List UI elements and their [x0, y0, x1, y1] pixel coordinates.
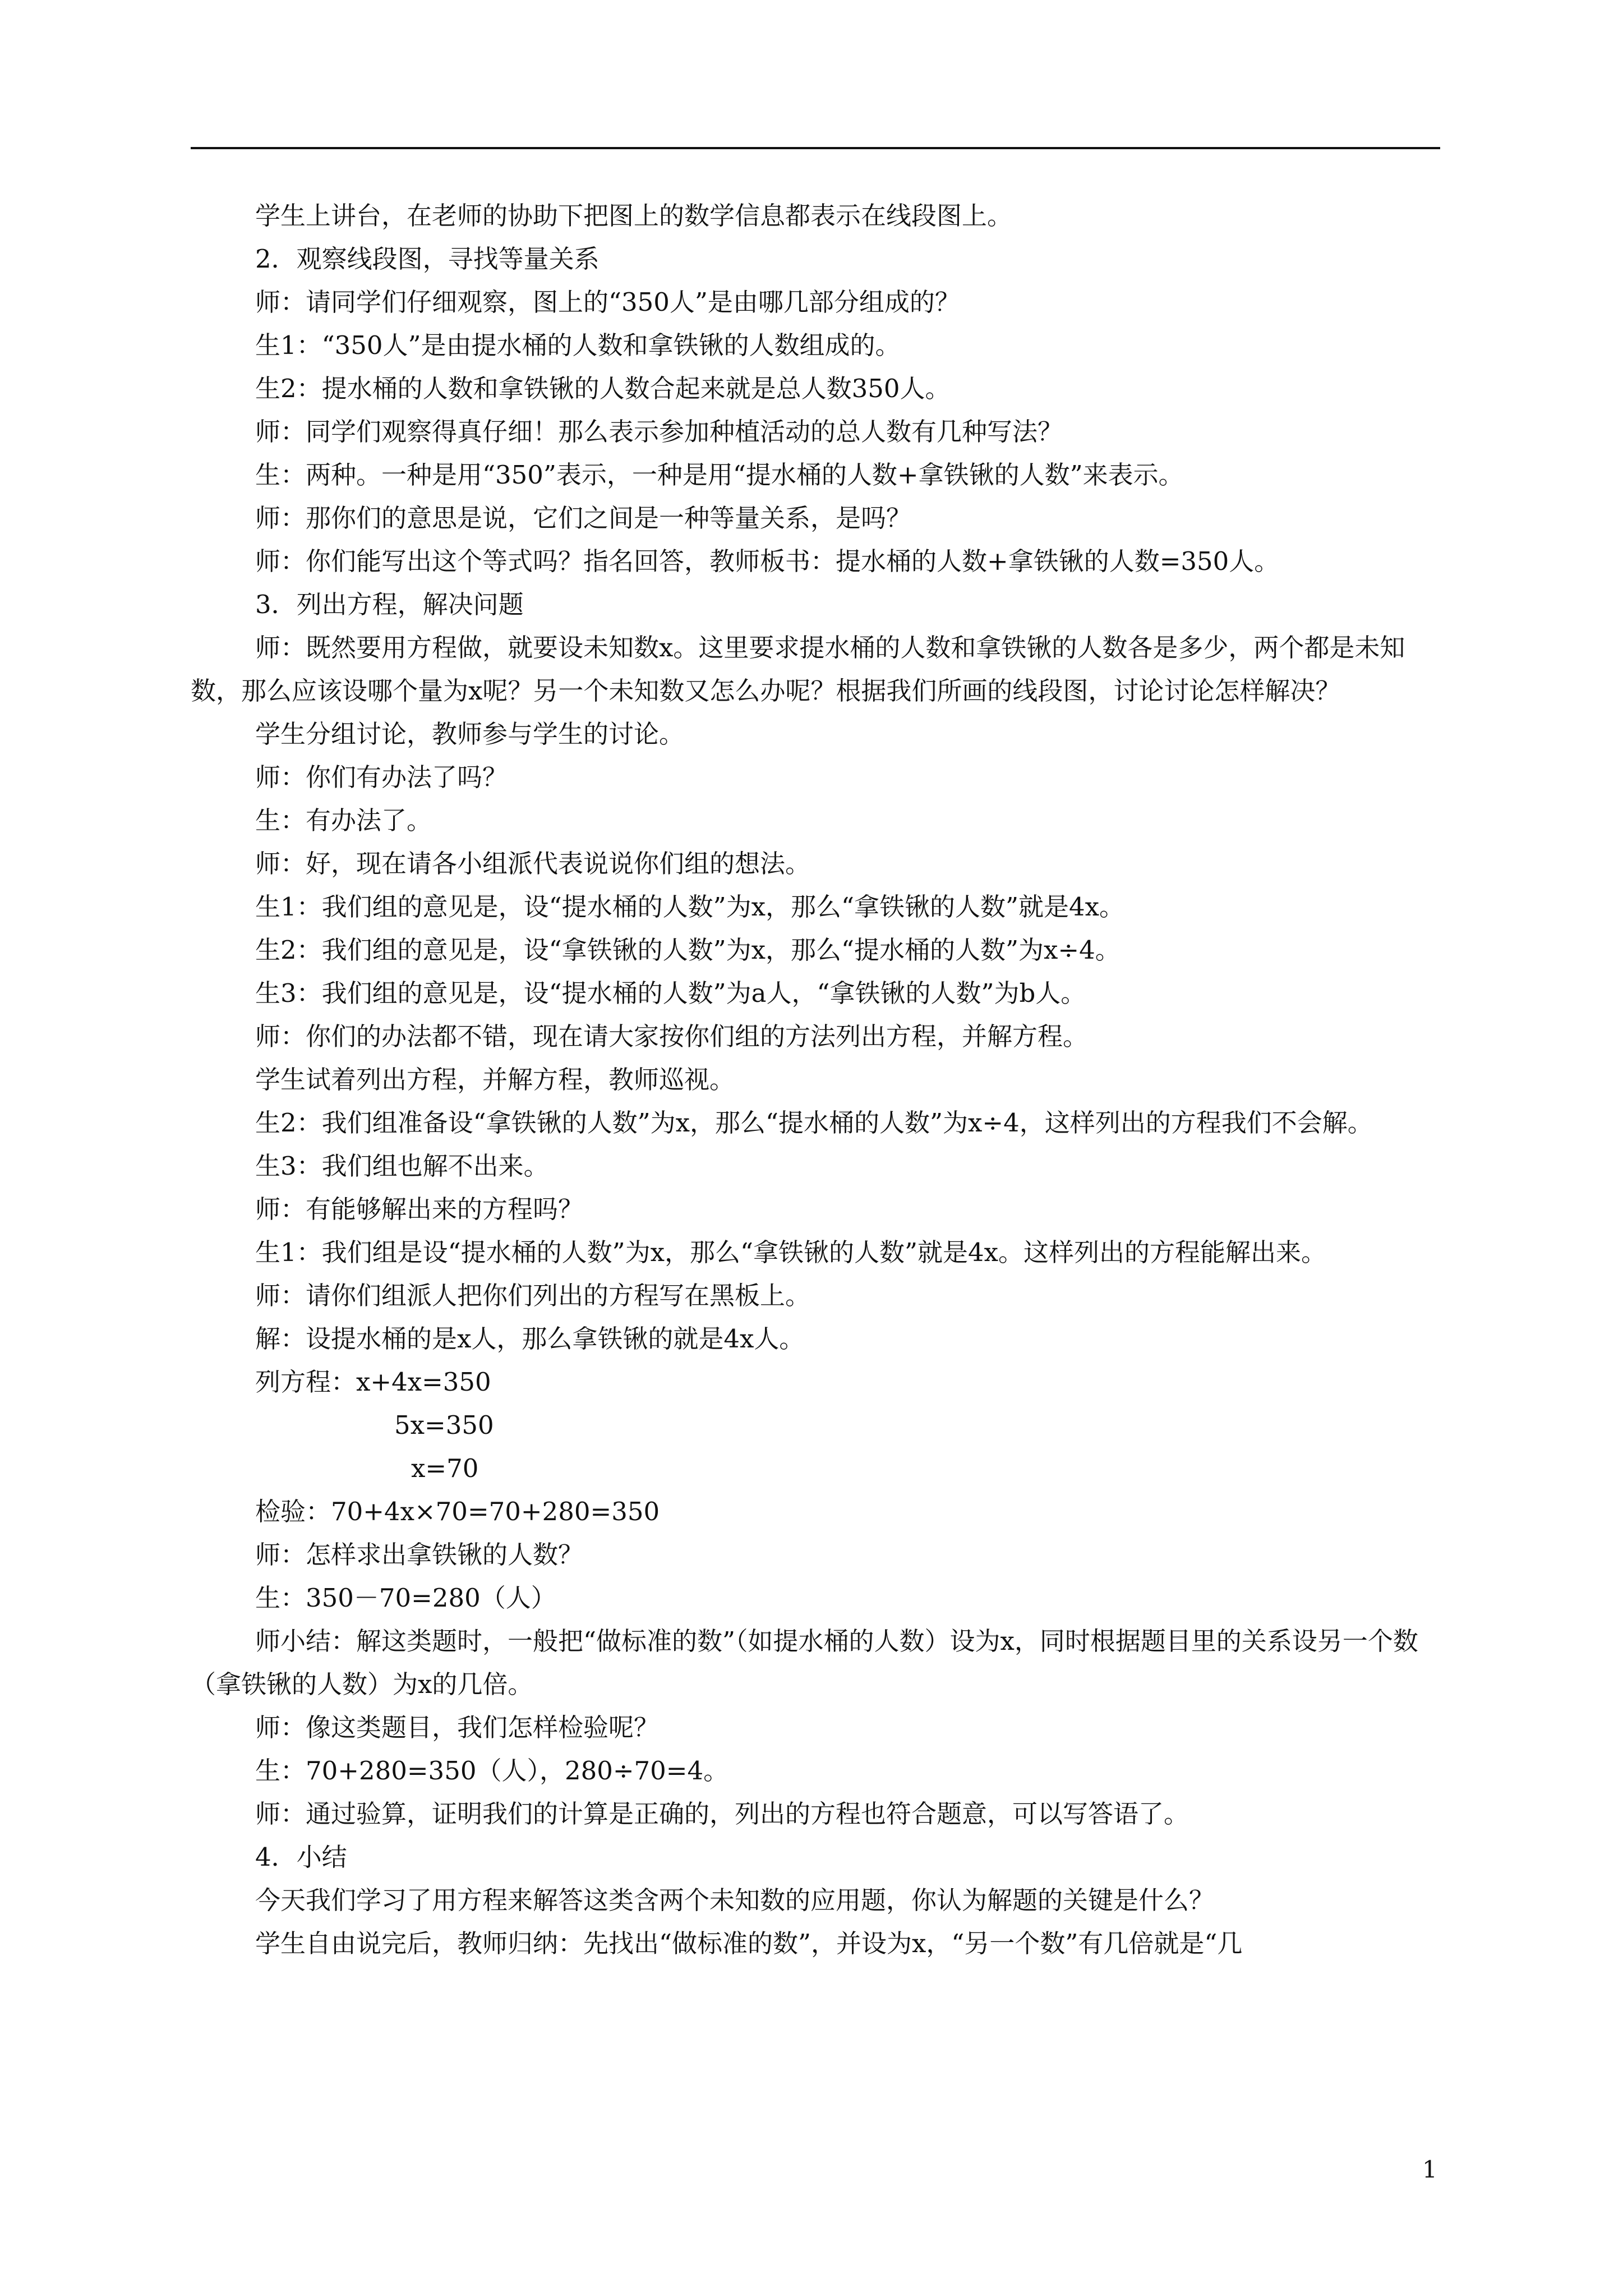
paragraph: 生2：提水桶的人数和拿铁锹的人数合起来就是总人数350人。 [255, 374, 951, 403]
paragraph: 师：怎样求出拿铁锹的人数？ [255, 1540, 584, 1570]
equation-line: 列方程：x+4x=350 [255, 1367, 491, 1397]
paragraph: 师：你们的办法都不错，现在请大家按你们组的方法列出方程，并解方程。 [255, 1022, 1089, 1051]
equation-line: x=70 [411, 1453, 479, 1483]
paragraph: 师：通过验算，证明我们的计算是正确的，列出的方程也符合题意，可以写答语了。 [255, 1799, 1189, 1829]
paragraph: 师：像这类题目，我们怎样检验呢？ [255, 1713, 660, 1742]
paragraph: 生2：我们组准备设“拿铁锹的人数”为x，那么“提水桶的人数”为x÷4，这样列出的方程我们不会解。 [255, 1108, 1373, 1138]
equation-line: 5x=350 [394, 1410, 494, 1440]
paragraph: 今天我们学习了用方程来解答这类含两个未知数的应用题，你认为解题的关键是什么？ [255, 1885, 1215, 1915]
page-number: 1 [1422, 2156, 1437, 2183]
paragraph: 师：那你们的意思是说，它们之间是一种等量关系，是吗？ [255, 503, 912, 533]
paragraph: 生：有办法了。 [255, 806, 432, 835]
paragraph: 师：既然要用方程做，就要设未知数x。这里要求提水桶的人数和拿铁锹的人数各是多少，两个都是未知数，那么应该设哪个量为x呢？另一个未知数又怎么办呢？根据我们所画的线段图，讨论讨论怎样解决？ [191, 633, 1405, 706]
document-body [191, 194, 1440, 1965]
paragraph: 学生分组讨论，教师参与学生的讨论。 [255, 719, 685, 749]
paragraph: 学生试着列出方程，并解方程，教师巡视。 [255, 1065, 735, 1094]
paragraph: 生3：我们组也解不出来。 [255, 1151, 549, 1181]
section-heading: 3．列出方程，解决问题 [255, 590, 524, 619]
paragraph: 师：你们能写出这个等式吗？指名回答，教师板书：提水桶的人数+拿铁锹的人数=350人。 [255, 546, 1280, 576]
paragraph: 生1：我们组是设“提水桶的人数”为x，那么“拿铁锹的人数”就是4x。这样列出的方程能解出来。 [255, 1237, 1327, 1267]
paragraph: 生：350－70=280（人） [255, 1583, 556, 1613]
paragraph: 师小结：解这类题时，一般把“做标准的数”（如提水桶的人数）设为x，同时根据题目里的关系设另一个数（拿铁锹的人数）为x的几倍。 [191, 1626, 1418, 1699]
paragraph: 生1：我们组的意见是，设“提水桶的人数”为x，那么“拿铁锹的人数”就是4x。 [255, 892, 1125, 922]
paragraph: 生3：我们组的意见是，设“提水桶的人数”为a人，“拿铁锹的人数”为b人。 [255, 978, 1086, 1008]
paragraph: 学生自由说完后，教师归纳：先找出“做标准的数”，并设为x，“另一个数”有几倍就是“几 [255, 1929, 1243, 1958]
paragraph: 师：好，现在请各小组派代表说说你们组的想法。 [255, 849, 811, 878]
paragraph: 生：70+280=350（人），280÷70=4。 [255, 1756, 729, 1786]
paragraph: 师：同学们观察得真仔细！那么表示参加种植活动的总人数有几种写法？ [255, 417, 1063, 447]
paragraph: 生2：我们组的意见是，设“拿铁锹的人数”为x，那么“提水桶的人数”为x÷4。 [255, 935, 1121, 965]
paragraph: 生1：“350人”是由提水桶的人数和拿铁锹的人数组成的。 [255, 330, 901, 360]
paragraph: 学生上讲台，在老师的协助下把图上的数学信息都表示在线段图上。 [255, 201, 1013, 231]
section-heading: 4．小结 [255, 1842, 347, 1872]
paragraph: 师：有能够解出来的方程吗？ [255, 1194, 584, 1224]
paragraph: 师：请同学们仔细观察，图上的“350人”是由哪几部分组成的？ [255, 287, 960, 317]
paragraph: 师：请你们组派人把你们列出的方程写在黑板上。 [255, 1281, 811, 1310]
header-rule [191, 147, 1440, 149]
paragraph: 生：两种。一种是用“350”表示，一种是用“提水桶的人数+拿铁锹的人数”来表示。 [255, 460, 1184, 490]
section-heading: 2．观察线段图，寻找等量关系 [255, 244, 600, 274]
paragraph: 师：你们有办法了吗？ [255, 762, 508, 792]
paragraph: 检验：70+4x×70=70+280=350 [255, 1497, 660, 1526]
paragraph: 解：设提水桶的是x人，那么拿铁锹的就是4x人。 [255, 1324, 805, 1354]
